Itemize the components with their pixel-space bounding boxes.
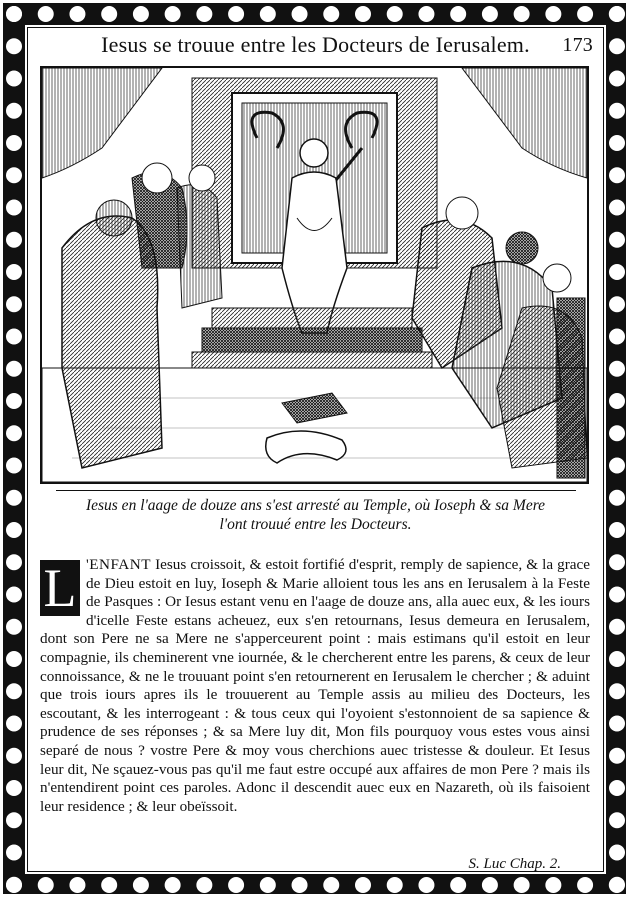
caption-line-2: l'ont trouué entre les Docteurs. <box>219 516 412 533</box>
woodcut-illustration <box>40 66 589 484</box>
illustration-caption <box>36 496 595 534</box>
caption-line-1: Iesus en l'aage de douze ans s'est arresté au Temple, où Ioseph & sa Mere <box>85 497 546 514</box>
page-content <box>36 30 595 872</box>
page-header <box>36 30 595 60</box>
page-title: Iesus se trouue entre les Docteurs de Ierusalem. <box>101 32 530 57</box>
body-paragraph: Iesus croissoit, & estoit fortifié d'esprit, remply de sapience, & la grace de Dieu estoit en luy, Ioseph & Marie alloient tous les ans en Ierusalem à la Feste de Pasques : Or Iesus estant venu en l'aage de douze ans, alla auec eux, & les iours d'icelle Feste estans acheuez, eux s'en retournans, Iesus demeura en Ierusalem, dont son Pere ne sa Mere ne s'apperceurent point : mais estimans qu'il estoit en leur compagnie, ils cheminerent vne iournée, & le chercherent entre les parens, & ceux de leur connoissance, & ne le trouuant point s'en retournerent en Ierusalem le chercher ; & aduint que trois iours apres ils le trouuerent au Temple assis au milieu des Docteurs, les escoutant, & les interrogeant : & tous ceux qui l'oyoient s'estonnoient de sa sapience & prudence de ses réponses ; & sa Mere luy dit, Mon fils pourquoy vous estes vous ainsi separé de nous ? vostre Pere & moy vous cherchions auec tristesse & douleur. Et Iesus leur dit, Ne sçauez-vous pas qu'il me faut estre occupé aux affaires de mon Pere ? mais ils n'entendirent point ces paroles. Adonc il descendit auec eux en Nazareth, où ils faisoient leur residence ; & leur obeïssoit. <box>40 556 590 815</box>
first-word: 'ENFANT <box>86 556 152 573</box>
woodcut-christ-among-the-doctors-icon <box>42 68 587 482</box>
scripture-reference: S. Luc Chap. 2. <box>468 856 561 872</box>
page-number: 173 <box>562 34 593 56</box>
body-text <box>40 556 590 816</box>
caption-rule <box>56 490 576 491</box>
decorated-initial: L <box>40 560 80 616</box>
